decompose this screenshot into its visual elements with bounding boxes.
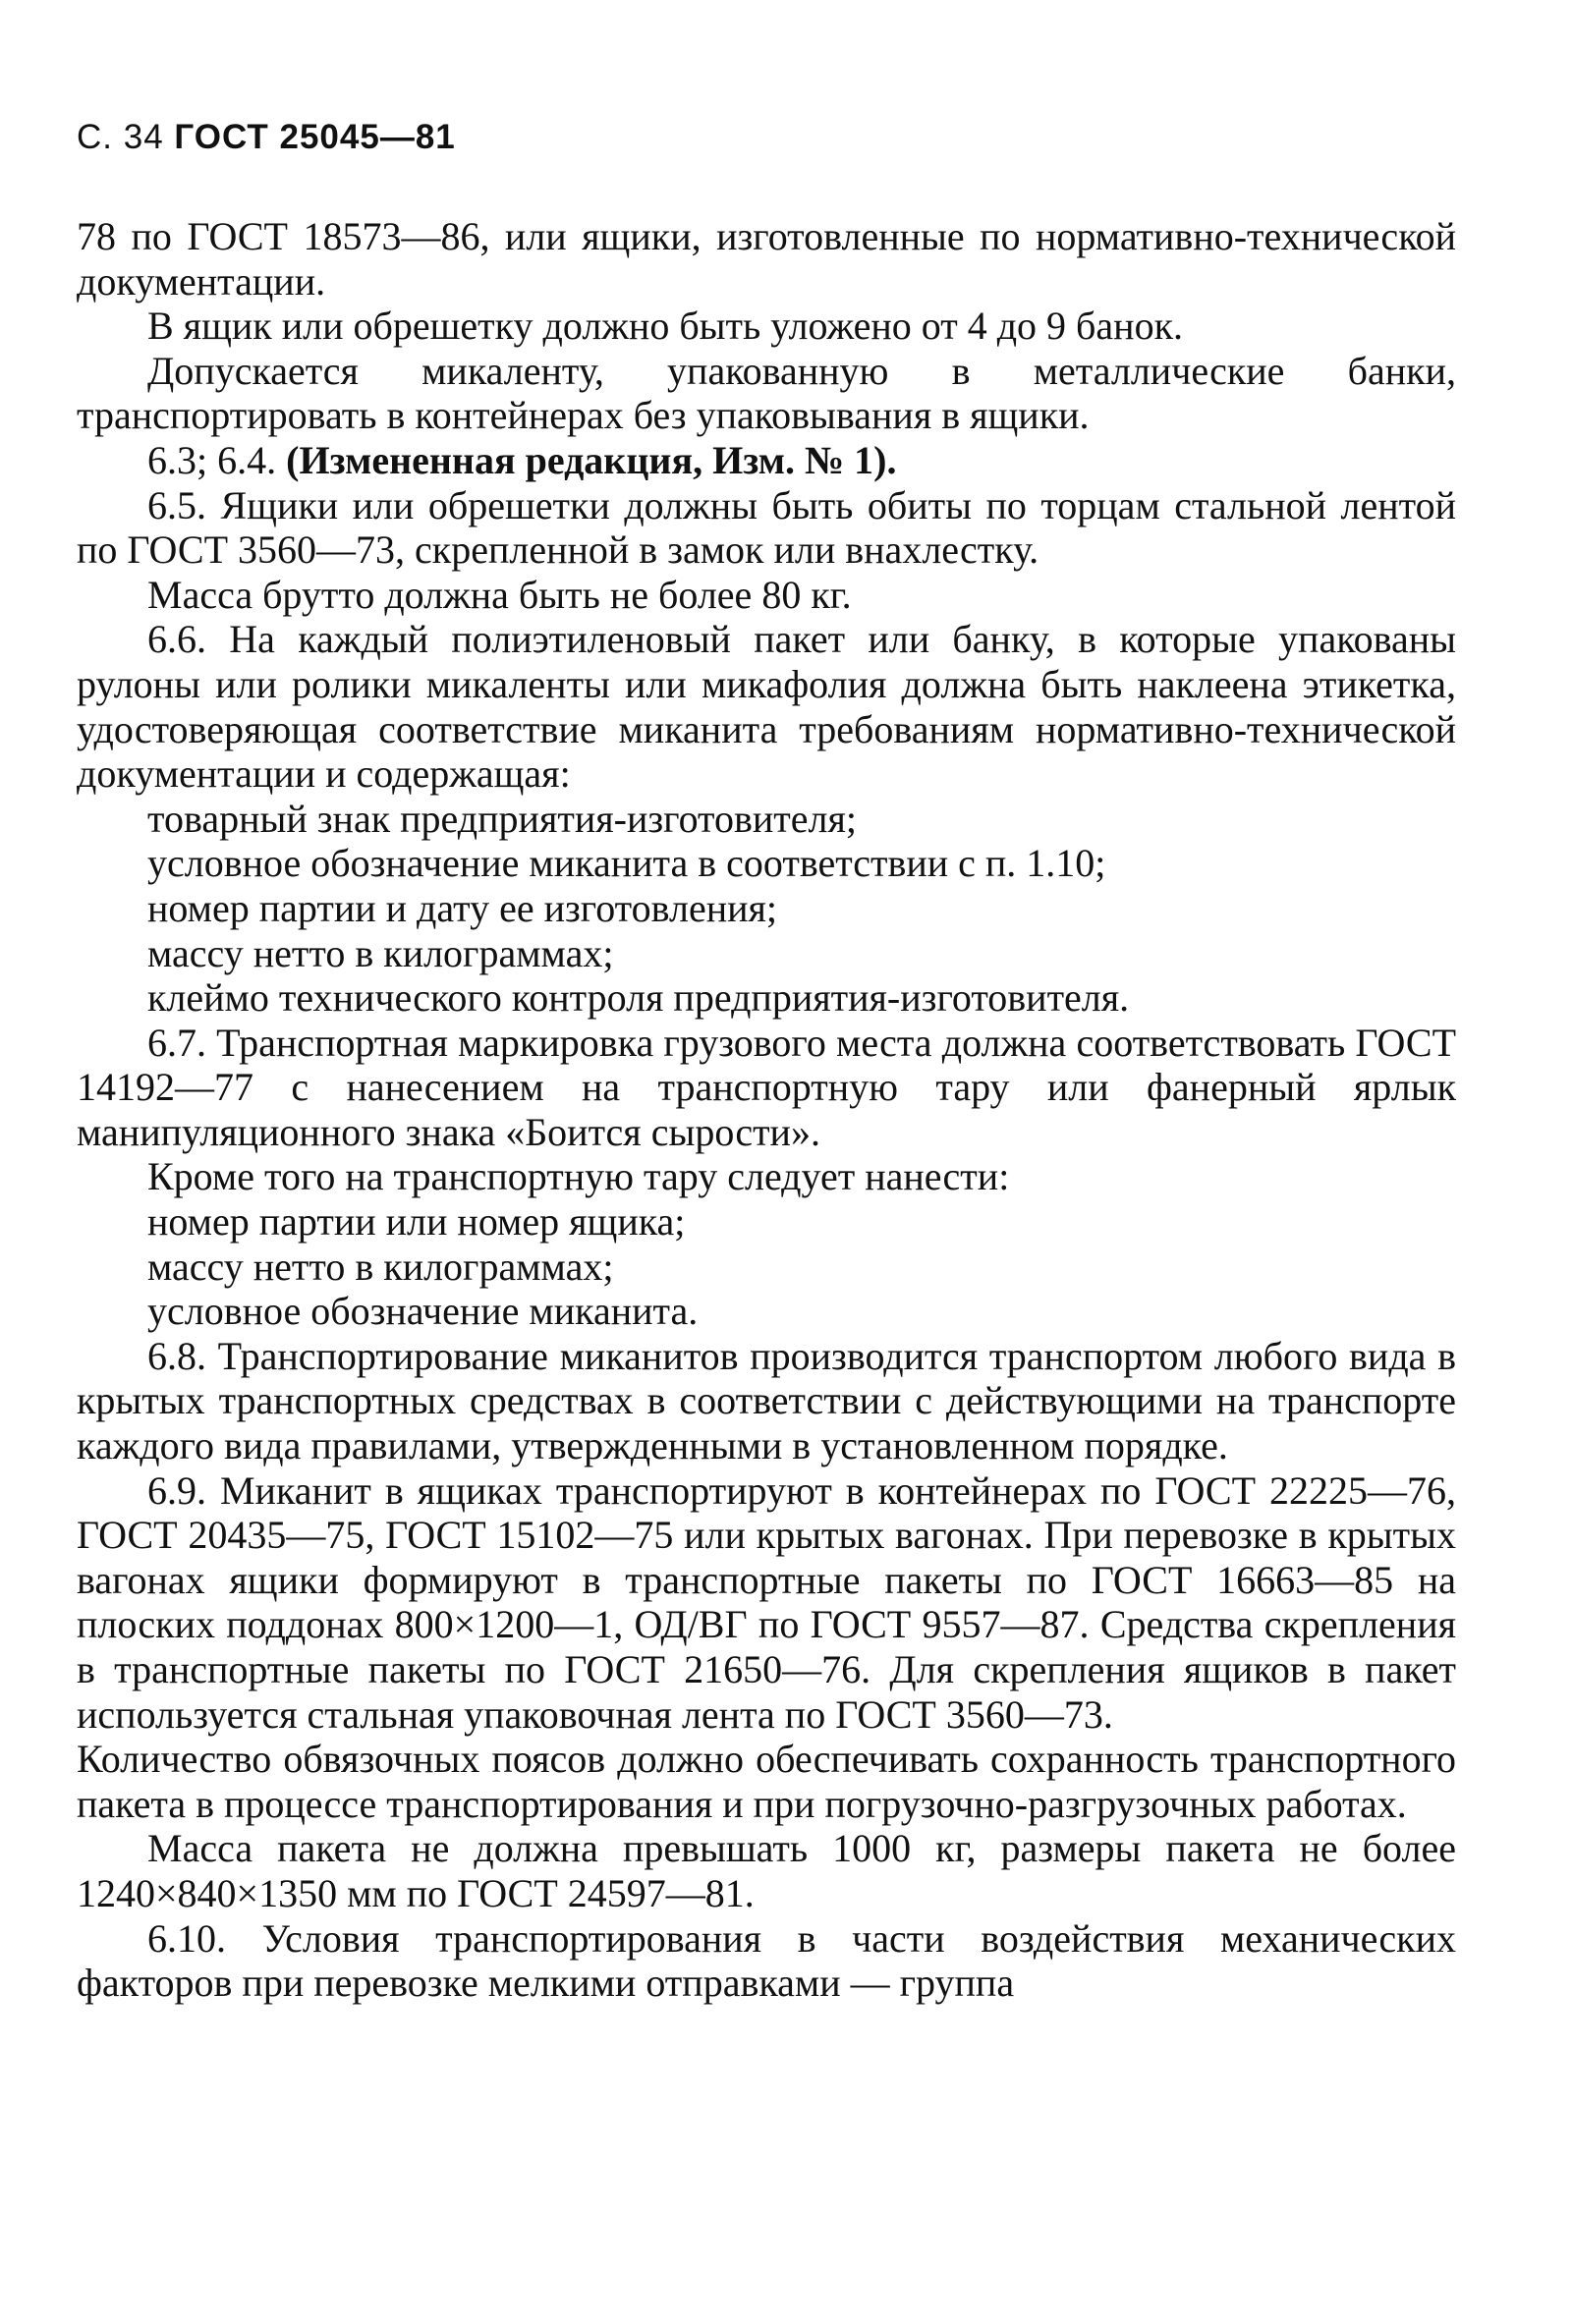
list-item: массу нетто в килограммах; bbox=[147, 1244, 614, 1289]
paragraph-cans-per-box: В ящик или обрешетку должно быть уложено от 4 до 9 банок. bbox=[147, 304, 1184, 349]
list-item: клеймо технического контроля предприятия-изготовителя. bbox=[147, 975, 1130, 1021]
list-item: условное обозначение миканита в соответствии с п. 1.10; bbox=[147, 841, 1106, 886]
paragraph-6-7: 6.7. Транспортная маркировка грузового места должна соответствовать ГОСТ 14192—77 с нанесением на транспортную тару или фанерный ярлык манипуляционного знака «Боится сырости». bbox=[77, 1020, 1456, 1154]
page-header bbox=[77, 120, 456, 154]
marking-list bbox=[77, 1199, 1456, 1334]
paragraph-6-9: 6.9. Миканит в ящиках транспортируют в контейнерах по ГОСТ 22225—76, ГОСТ 20435—75, ГОСТ 15102—75 или крытых вагонах. При перевозке в крытых вагонах ящики формируют в транспортные пакеты по ГОСТ 16663—85 на плоских поддонах 800×1200—1, ОД/ВГ по ГОСТ 9557—87. Средства скрепления в транспортные пакеты по ГОСТ 21650—76. Для скрепления ящиков в пакет используется стальная упаковочная лента по ГОСТ 3560—73. bbox=[77, 1467, 1456, 1737]
amendment-clauses: 6.3; 6.4. bbox=[147, 437, 287, 482]
page-number: С. 34 bbox=[77, 118, 164, 156]
list-item: массу нетто в килограммах; bbox=[147, 930, 614, 975]
paragraph-additional-marking: Кроме того на транспортную тару следует нанести: bbox=[147, 1154, 1010, 1199]
paragraph-6-8: 6.8. Транспортирование миканитов производится транспортом любого вида в крытых транспортных средствах в соответствии с действующими на транспорте каждого вида правилами, утвержденными в установленном порядке. bbox=[77, 1333, 1456, 1468]
paragraph-continuation: 78 по ГОСТ 18573—86, или ящики, изготовленные по нормативно-технической документации. bbox=[77, 214, 1456, 304]
list-item: номер партии или номер ящика; bbox=[147, 1199, 686, 1245]
document-body bbox=[77, 214, 1456, 2006]
paragraph-container-transport: Допускается микаленту, упакованную в металлические банки, транспортировать в контейнерах без упаковывания в ящики. bbox=[77, 348, 1456, 438]
document-title: ГОСТ 25045—81 bbox=[174, 118, 456, 156]
list-item: условное обозначение миканита. bbox=[147, 1289, 699, 1334]
paragraph-6-10: 6.10. Условия транспортирования в части воздействия механических факторов при перевозке мелкими отправками — группа bbox=[77, 1915, 1456, 2006]
label-contents-list bbox=[77, 797, 1456, 1021]
list-item: товарный знак предприятия-изготовителя; bbox=[147, 796, 857, 841]
paragraph-package-mass: Масса пакета не должна превышать 1000 кг, размеры пакета не более 1240×840×1350 мм по ГОСТ 24597—81. bbox=[77, 1826, 1456, 1915]
paragraph-6-5: 6.5. Ящики или обрешетки должны быть обиты по торцам стальной лентой по ГОСТ 3560—73, скрепленной в замок или внахлестку. bbox=[77, 482, 1456, 573]
list-item: номер партии и дату ее изготовления; bbox=[147, 885, 778, 930]
paragraph-amendment-note bbox=[77, 438, 1456, 483]
paragraph-6-6: 6.6. На каждый полиэтиленовый пакет или банку, в которые упакованы рулоны или ролики микаленты или микафолия должна быть наклеена этикетка, удостоверяющая соответствие миканита требованиям нормативно-технической документации и содержащая: bbox=[77, 617, 1456, 797]
paragraph-strapping-belts: Количество обвязочных поясов должно обеспечивать сохранность транспортного пакета в процессе транспортирования и при погрузочно-разгрузочных работах. bbox=[77, 1737, 1456, 1826]
amendment-text: (Измененная редакция, Изм. № 1). bbox=[286, 437, 897, 482]
paragraph-gross-mass: Масса брутто должна быть не более 80 кг. bbox=[147, 572, 852, 617]
